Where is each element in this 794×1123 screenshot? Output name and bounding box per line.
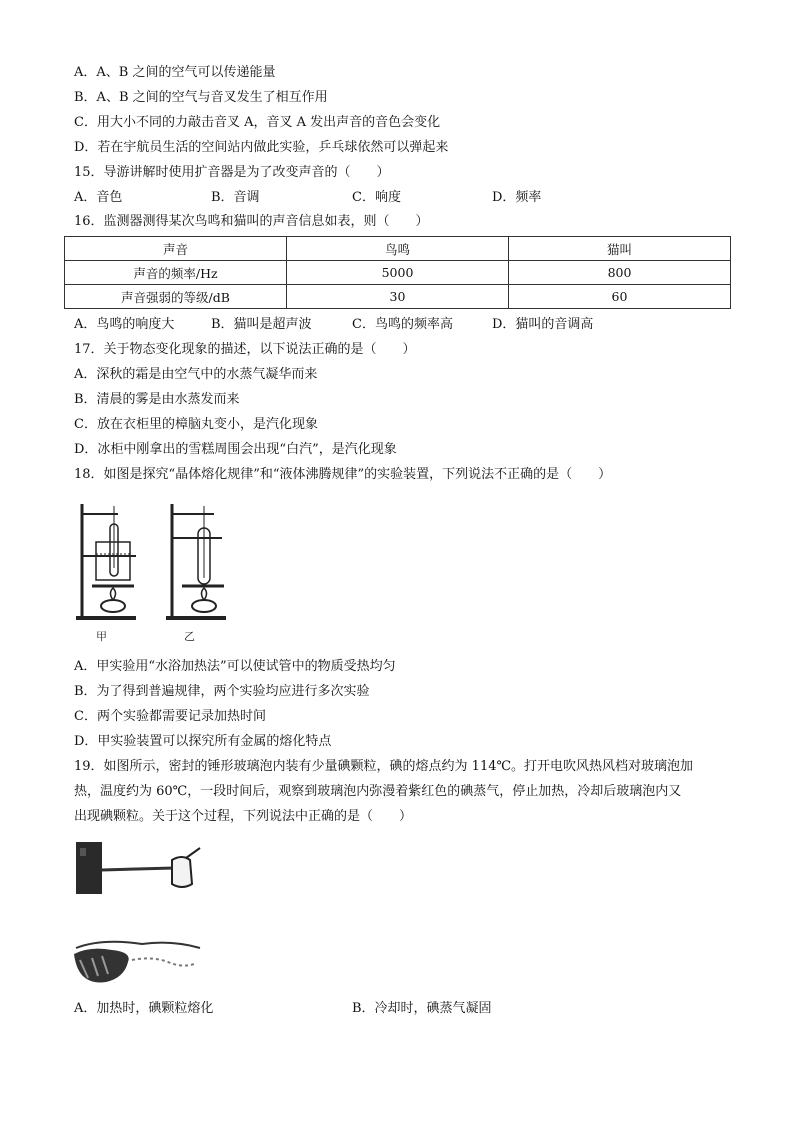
table-cell: 800 xyxy=(509,261,731,285)
glass-stem xyxy=(102,868,174,870)
table-cell: 声音强弱的等级/dB xyxy=(65,285,287,309)
beaker-jia xyxy=(96,542,130,580)
q19-option-b: B．冷却时，碘蒸气凝固 xyxy=(352,1001,492,1016)
q14-option-c: C．用大小不同的力敲击音叉 A，音叉 A 发出声音的音色会变化 xyxy=(74,115,441,130)
heating-drawing xyxy=(72,934,206,990)
lamp-yi xyxy=(192,600,216,612)
bulb-outline xyxy=(76,942,200,948)
hot-air-flow xyxy=(132,958,194,965)
q19-option-a: A．加热时，碘颗粒熔化 xyxy=(74,1001,214,1016)
figure-label-jia: 甲 xyxy=(96,630,107,643)
q19-stem-line-1: 19．如图所示，密封的锤形玻璃泡内装有少量碘颗粒，碘的熔点约为 114℃。打开电吹风热风档对玻璃泡加 xyxy=(74,759,694,774)
table-header-cell: 鸟鸣 xyxy=(287,237,509,261)
table-cell: 60 xyxy=(509,285,731,309)
q17-option-a: A．深秋的霜是由空气中的水蒸气凝华而来 xyxy=(74,367,318,382)
q15-option-d: D．频率 xyxy=(492,190,542,205)
q15-stem: 15．导游讲解时使用扩音器是为了改变声音的（ ） xyxy=(74,165,390,180)
apparatus-drawing xyxy=(72,498,237,646)
q19-stem-line-2: 热，温度约为 60℃，一段时间后，观察到玻璃泡内弥漫着紫红色的碘蒸气，停止加热，冷却后玻璃泡内又 xyxy=(74,784,682,799)
table-cell: 30 xyxy=(287,285,509,309)
q16-stem: 16．监测器测得某次鸟鸣和猫叫的声音信息如表，则（ ） xyxy=(74,214,429,229)
heating-figure xyxy=(72,934,206,990)
q16-option-d: D．猫叫的音调高 xyxy=(492,317,594,332)
q18-option-a: A．甲实验用“水浴加热法”可以使试管中的物质受热均匀 xyxy=(74,659,396,674)
q18-option-b: B．为了得到普遍规律，两个实验均应进行多次实验 xyxy=(74,684,370,699)
holder-texture xyxy=(80,848,86,856)
q14-option-a: A．A、B 之间的空气可以传递能量 xyxy=(74,65,276,80)
q16-option-c: C．鸟鸣的频率高 xyxy=(352,317,453,332)
q14-option-b: B．A、B 之间的空气与音叉发生了相互作用 xyxy=(74,90,328,105)
q18-option-c: C．两个实验都需要记录加热时间 xyxy=(74,709,266,724)
q15-option-a: A．音色 xyxy=(74,190,123,205)
table-header-cell: 猫叫 xyxy=(509,237,731,261)
table-row xyxy=(65,261,731,285)
q18-apparatus-figure xyxy=(72,498,237,646)
table-cell: 5000 xyxy=(287,261,509,285)
q17-option-b: B．清晨的雾是由水蒸发而来 xyxy=(74,392,240,407)
q17-option-d: D．冰柜中刚拿出的雪糕周围会出现“白汽”，是汽化现象 xyxy=(74,442,397,457)
lamp-jia xyxy=(101,600,125,612)
q17-stem: 17．关于物态变化现象的描述，以下说法正确的是（ ） xyxy=(74,342,416,357)
q16-option-a: A．鸟鸣的响度大 xyxy=(74,317,175,332)
q19-stem-line-3: 出现碘颗粒。关于这个过程，下列说法中正确的是（ ） xyxy=(74,809,413,824)
q17-option-c: C．放在衣柜里的樟脑丸变小，是汽化现象 xyxy=(74,417,318,432)
table-row xyxy=(65,285,731,309)
flame-yi xyxy=(202,588,207,600)
table-header-cell: 声音 xyxy=(65,237,287,261)
holder-block xyxy=(76,842,102,894)
sound-info-table xyxy=(64,236,731,309)
flame-jia xyxy=(111,588,116,600)
q16-option-b: B．猫叫是超声波 xyxy=(211,317,312,332)
q18-option-d: D．甲实验装置可以探究所有金属的熔化特点 xyxy=(74,734,332,749)
table-header-row xyxy=(65,237,731,261)
q15-option-c: C．响度 xyxy=(352,190,401,205)
q14-option-d: D．若在宇航员生活的空间站内做此实验，乒乓球依然可以弹起来 xyxy=(74,140,449,155)
q18-stem: 18．如图是探究“晶体熔化规律”和“液体沸腾规律”的实验装置，下列说法不正确的是（ ） xyxy=(74,467,612,482)
q15-option-b: B．音调 xyxy=(211,190,260,205)
iodine-bulb-figure xyxy=(74,836,204,898)
iodine-bulb-drawing xyxy=(74,836,204,898)
figure-label-yi: 乙 xyxy=(184,630,195,643)
bulb-tip xyxy=(186,848,200,858)
glass-bulb xyxy=(172,857,192,887)
table-cell: 声音的频率/Hz xyxy=(65,261,287,285)
